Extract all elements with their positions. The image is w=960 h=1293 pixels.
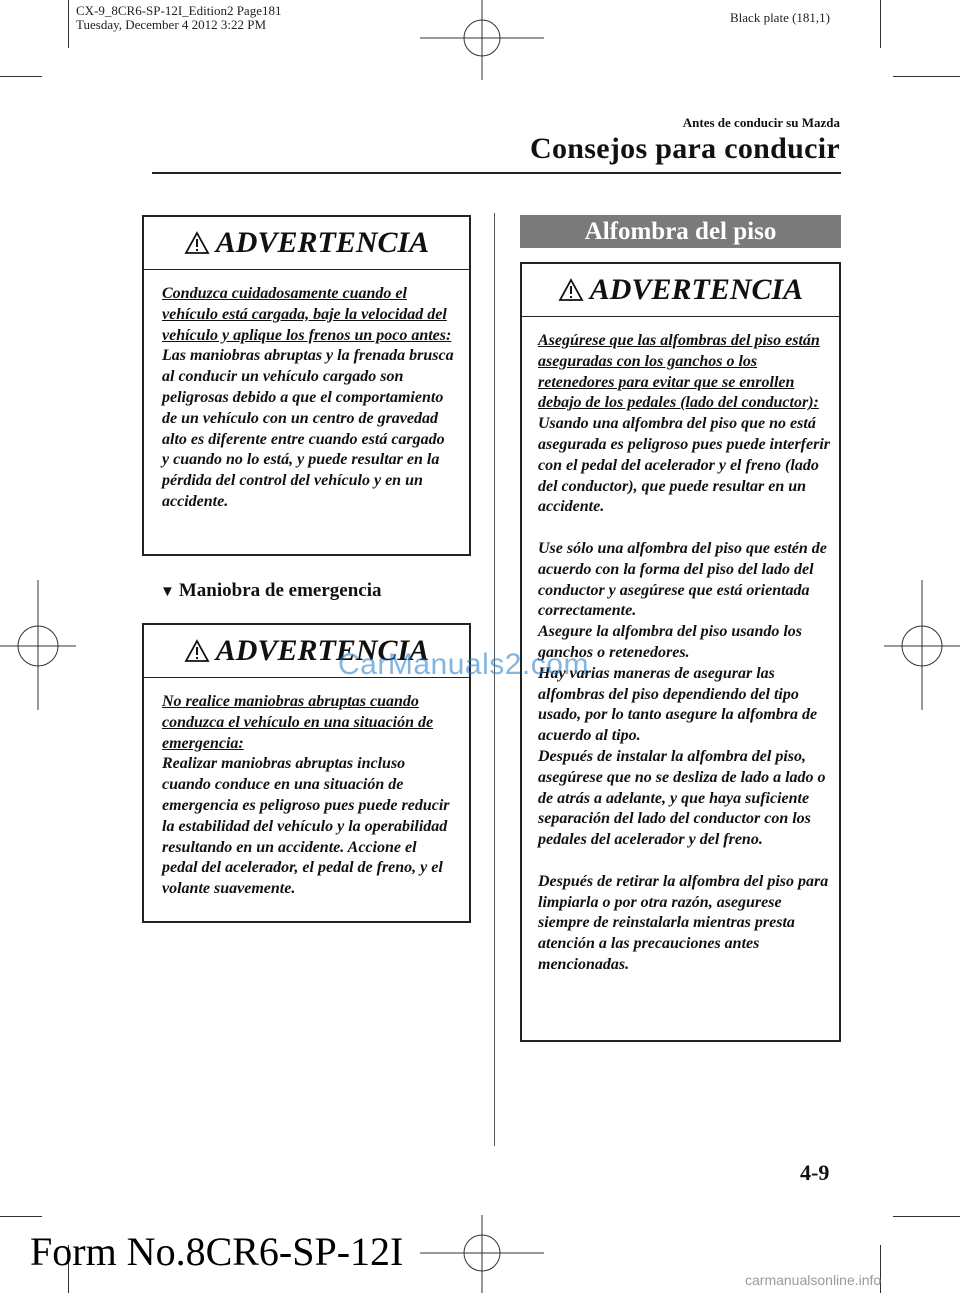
header-rule <box>152 172 841 174</box>
paragraph-gap <box>538 851 831 872</box>
registration-mark-left <box>0 580 76 710</box>
warning-lead: No realice maniobras abruptas cuando conduzca el vehículo en una situación de emergencia: <box>162 693 434 752</box>
print-date: Tuesday, December 4 2012 3:22 PM <box>76 17 267 32</box>
crop-mark <box>68 0 69 48</box>
crop-mark <box>0 1216 42 1217</box>
file-name: CX-9_8CR6-SP-12I_Edition2 Page181 <box>76 3 282 18</box>
plate-label: Black plate (181,1) <box>730 10 830 25</box>
warning-lead: Asegúrese que las alfombras del piso están aseguradas con los ganchos o los retenedores para evitar que se enrollen debajo de los pedales (lado del conductor): <box>538 332 820 412</box>
subheading-emergency <box>160 580 381 602</box>
warning-header <box>144 217 469 270</box>
warning-lead: Conduzca cuidadosamente cuando el vehículo está cargada, baje la velocidad del vehículo y aplique los frenos un poco antes: <box>162 285 452 344</box>
warning-text: Realizar maniobras abruptas incluso cuando conduce en una situación de emergencia es peligroso pues puede reducir la estabilidad del vehículo y la operabilidad resultando en un accidente. Accione el pedal del acelerador, el pedal de freno, y el volante suavemente. <box>162 755 450 898</box>
crop-mark <box>893 1216 960 1217</box>
registration-mark-bottom <box>420 1215 544 1293</box>
warning-text: Las maniobras abruptas y la frenada brusca al conducir un vehículo cargado son peligrosas debido a que el comportamiento de un vehículo con un centro de gravedad alto es diferente entre cuando está cargado y cuando no lo está, y puede resultar en la pérdida del control del vehículo y en un accidente. <box>162 347 454 510</box>
warning-text: Use sólo una alfombra del piso que estén de acuerdo con la forma del piso del lado del conductor y asegúrese que está orientada correctamente. <box>538 539 827 620</box>
warning-triangle-icon <box>184 639 210 663</box>
triangle-marker-icon: ▼ <box>160 584 175 600</box>
section-title: Consejos para conducir <box>530 132 840 165</box>
warning-title: ADVERTENCIA <box>215 226 430 259</box>
registration-mark-right <box>884 580 960 710</box>
warning-triangle-icon <box>558 278 584 302</box>
crop-mark <box>880 0 881 48</box>
section-subtitle: Antes de conducir su Mazda <box>682 115 840 130</box>
crop-mark <box>893 76 960 77</box>
form-number: Form No.8CR6-SP-12I <box>30 1229 404 1274</box>
crop-mark <box>0 76 42 77</box>
warning-title: ADVERTENCIA <box>215 634 430 667</box>
warning-title: ADVERTENCIA <box>589 273 804 306</box>
registration-mark-top <box>420 0 544 80</box>
warning-text: Usando una alfombra del piso que no está asegurada es peligroso pues puede interferir con el pedal del acelerador y el freno (lado del conductor), que puede resultar en un accidente. <box>538 415 830 516</box>
warning-text: Después de retirar la alfombra del piso para limpiarla o por otra razón, asegurese siempre de reinstalarla mientras presta atención a las precauciones antes mencionadas. <box>538 872 829 973</box>
watermark-center: CarManuals2.com <box>338 648 589 681</box>
warning-text: Hay varias maneras de asegurar las alfombras del piso dependiendo del tipo usado, por lo tanto asegure la alfombra de acuerdo al tipo. <box>538 664 818 745</box>
subheading-label: Maniobra de emergencia <box>178 580 382 601</box>
paragraph-gap <box>538 518 831 539</box>
warning-header <box>522 264 839 317</box>
warning-text: Asegure la alfombra del piso usando los ganchos o retenedores. <box>538 623 803 661</box>
print-header <box>76 4 281 32</box>
warning-text: Después de instalar la alfombra del piso, asegúrese que no se desliza de lado a lado o de atrás a adelante, y que haya suficiente separación del lado del conductor con los pedales del acelerador y del freno. <box>538 747 826 849</box>
warning-triangle-icon <box>184 231 210 255</box>
watermark-bottom: carmanualsonline.info <box>745 1272 882 1288</box>
section-banner: Alfombra del piso <box>520 215 841 248</box>
page-number: 4-9 <box>800 1160 830 1185</box>
warning-box-loaded-vehicle <box>142 215 471 556</box>
